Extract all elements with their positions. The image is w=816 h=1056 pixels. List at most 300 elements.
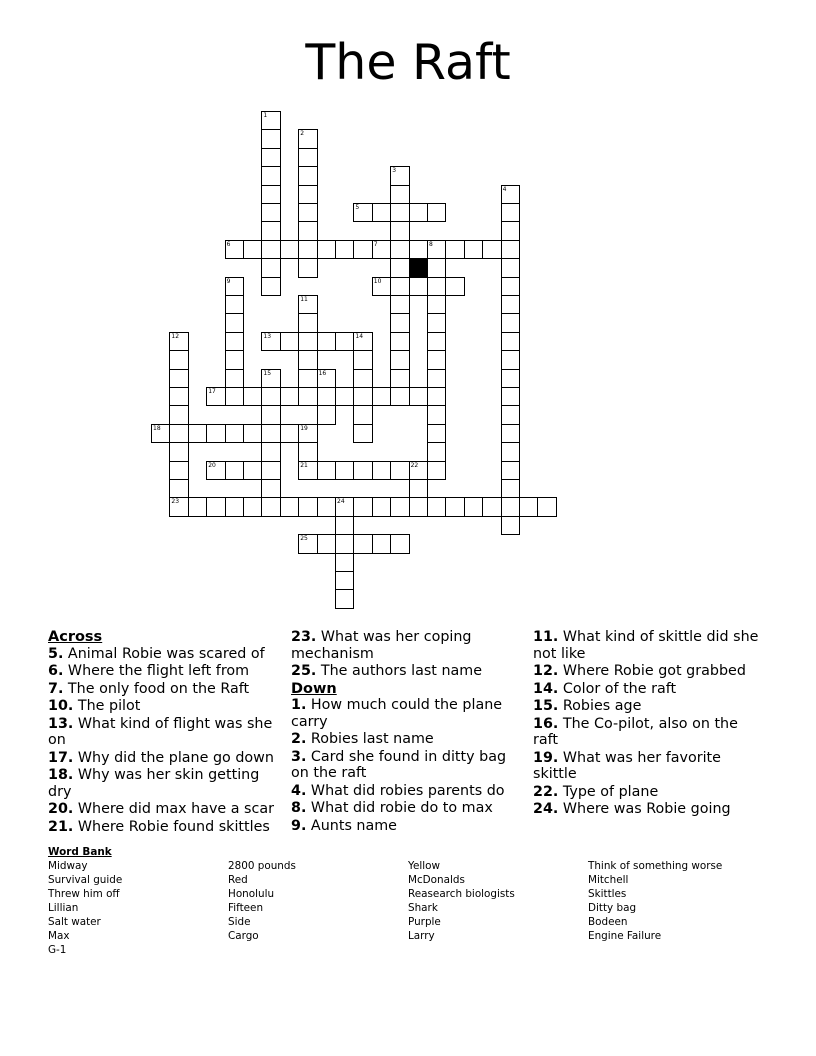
grid-cell[interactable] bbox=[390, 350, 409, 369]
clue bbox=[291, 629, 521, 662]
grid-cell[interactable] bbox=[501, 240, 520, 259]
grid-cell[interactable] bbox=[298, 332, 317, 351]
clue-number: 17. bbox=[48, 749, 74, 766]
grid-cell[interactable] bbox=[261, 461, 280, 480]
cell-number: 3 bbox=[392, 167, 397, 175]
word-bank-item: Think of something worse bbox=[588, 860, 723, 872]
grid-cell[interactable] bbox=[390, 221, 409, 240]
clue bbox=[533, 784, 765, 801]
grid-cell[interactable] bbox=[317, 369, 336, 388]
grid-cell[interactable] bbox=[298, 295, 317, 314]
grid-cell[interactable] bbox=[427, 203, 446, 222]
clue-text: The pilot bbox=[73, 698, 141, 714]
grid-cell[interactable] bbox=[501, 350, 520, 369]
grid-cell[interactable] bbox=[501, 442, 520, 461]
grid-cell[interactable] bbox=[390, 295, 409, 314]
grid-cell[interactable] bbox=[353, 534, 372, 553]
word-bank-item: Lillian bbox=[48, 902, 79, 914]
grid-cell[interactable] bbox=[317, 534, 336, 553]
grid-cell[interactable] bbox=[280, 332, 299, 351]
grid-cell[interactable] bbox=[501, 405, 520, 424]
grid-cell[interactable] bbox=[243, 387, 262, 406]
grid-cell[interactable] bbox=[390, 534, 409, 553]
clue-number: 7. bbox=[48, 680, 64, 697]
across-clue-list bbox=[48, 646, 280, 836]
grid-cell[interactable] bbox=[206, 424, 225, 443]
grid-cell[interactable] bbox=[335, 240, 354, 259]
word-bank bbox=[48, 845, 768, 956]
grid-cell[interactable] bbox=[298, 442, 317, 461]
grid-cell[interactable] bbox=[537, 497, 556, 516]
clue bbox=[533, 801, 765, 818]
cell-number: 25 bbox=[300, 535, 308, 543]
clue bbox=[291, 800, 521, 817]
grid-cell[interactable] bbox=[372, 387, 391, 406]
grid-cell[interactable] bbox=[169, 405, 188, 424]
word-bank-item: Mitchell bbox=[588, 874, 629, 886]
grid-cell[interactable] bbox=[501, 221, 520, 240]
grid-cell[interactable] bbox=[261, 148, 280, 167]
grid-cell[interactable] bbox=[298, 387, 317, 406]
clue bbox=[533, 750, 765, 783]
word-bank-item: Larry bbox=[408, 930, 435, 942]
grid-cell[interactable] bbox=[482, 497, 501, 516]
word-bank-item: Fifteen bbox=[228, 902, 264, 914]
grid-cell[interactable] bbox=[372, 203, 391, 222]
cell-number: 23 bbox=[171, 498, 180, 506]
cell-number: 10 bbox=[373, 277, 382, 285]
grid-cell[interactable] bbox=[390, 313, 409, 332]
grid-cell[interactable] bbox=[298, 313, 317, 332]
grid-cell[interactable] bbox=[390, 166, 409, 185]
clue-text: Why did the plane go down bbox=[73, 749, 274, 766]
clue bbox=[48, 750, 280, 767]
grid-cell[interactable] bbox=[298, 534, 317, 553]
grid-cell[interactable] bbox=[261, 111, 280, 130]
grid-cell[interactable] bbox=[225, 461, 244, 480]
grid-cell[interactable] bbox=[427, 295, 446, 314]
grid-cell[interactable] bbox=[169, 442, 188, 461]
grid-cell[interactable] bbox=[501, 203, 520, 222]
grid-cell[interactable] bbox=[261, 387, 280, 406]
word-bank-item: Reasearch biologists bbox=[408, 888, 515, 900]
grid-cell[interactable] bbox=[225, 369, 244, 388]
down-clue-list bbox=[291, 697, 521, 834]
grid-block bbox=[409, 258, 428, 277]
cell-number: 17 bbox=[208, 388, 216, 395]
cell-number: 1 bbox=[263, 112, 268, 119]
puzzle-title: The Raft bbox=[305, 34, 511, 91]
grid-cell[interactable] bbox=[372, 497, 391, 516]
grid-cell[interactable] bbox=[261, 369, 280, 388]
clue bbox=[48, 819, 280, 836]
cell-number: 22 bbox=[410, 461, 419, 469]
clue bbox=[533, 681, 765, 698]
clue bbox=[291, 663, 521, 680]
cell-number: 21 bbox=[300, 461, 308, 469]
grid-cell[interactable] bbox=[206, 387, 225, 406]
clue-text: Where Robie found skittles bbox=[73, 818, 270, 835]
clue bbox=[533, 629, 765, 662]
grid-cell[interactable] bbox=[501, 313, 520, 332]
grid-cell[interactable] bbox=[501, 369, 520, 388]
clue bbox=[291, 818, 521, 835]
grid-cell[interactable] bbox=[188, 497, 207, 516]
word-bank-item: McDonalds bbox=[408, 874, 465, 886]
grid-cell[interactable] bbox=[261, 129, 280, 148]
grid-cell[interactable] bbox=[317, 387, 336, 406]
cell-number: 11 bbox=[300, 296, 308, 303]
grid-cell[interactable] bbox=[261, 258, 280, 277]
grid-cell[interactable] bbox=[225, 277, 244, 296]
cell-number: 4 bbox=[502, 185, 507, 193]
clue bbox=[48, 646, 280, 663]
grid-cell[interactable] bbox=[427, 424, 446, 443]
grid-cell[interactable] bbox=[390, 203, 409, 222]
word-bank-column bbox=[48, 859, 122, 957]
grid-cell[interactable] bbox=[188, 424, 207, 443]
grid-cell[interactable] bbox=[298, 350, 317, 369]
down-heading: Down bbox=[291, 680, 337, 697]
word-bank-item: Bodeen bbox=[588, 916, 628, 928]
grid-cell[interactable] bbox=[225, 350, 244, 369]
word-bank-item: Midway bbox=[48, 860, 88, 872]
grid-cell[interactable] bbox=[335, 534, 354, 553]
grid-cell[interactable] bbox=[169, 479, 188, 498]
grid-cell[interactable] bbox=[261, 185, 280, 204]
grid-cell[interactable] bbox=[501, 295, 520, 314]
grid-cell[interactable] bbox=[225, 387, 244, 406]
grid-cell[interactable] bbox=[372, 240, 391, 259]
grid-cell[interactable] bbox=[261, 479, 280, 498]
clue-text: Type of plane bbox=[558, 783, 659, 800]
grid-cell[interactable] bbox=[317, 461, 336, 480]
clue-number: 16. bbox=[533, 715, 559, 732]
grid-cell[interactable] bbox=[261, 497, 280, 516]
grid-cell[interactable] bbox=[390, 387, 409, 406]
grid-cell[interactable] bbox=[409, 387, 428, 406]
cell-number: 14 bbox=[355, 332, 364, 340]
grid-cell[interactable] bbox=[353, 203, 372, 222]
across-heading: Across bbox=[48, 629, 103, 645]
clue-number: 18. bbox=[48, 767, 74, 783]
word-bank-item: Survival guide bbox=[48, 874, 123, 886]
word-bank-item: Threw him off bbox=[48, 888, 120, 900]
clue-text: The authors last name bbox=[316, 663, 482, 679]
grid-cell[interactable] bbox=[427, 369, 446, 388]
grid-cell[interactable] bbox=[317, 240, 336, 259]
grid-cell[interactable] bbox=[390, 240, 409, 259]
word-bank-item: Salt water bbox=[48, 916, 101, 928]
cell-number: 19 bbox=[300, 424, 308, 432]
clue-text: Robies age bbox=[558, 698, 642, 714]
word-bank-item: Engine Failure bbox=[588, 930, 662, 942]
grid-cell[interactable] bbox=[298, 185, 317, 204]
clue bbox=[533, 716, 765, 749]
grid-cell[interactable] bbox=[225, 295, 244, 314]
clue bbox=[48, 698, 280, 715]
grid-cell[interactable] bbox=[501, 461, 520, 480]
grid-cell[interactable] bbox=[169, 387, 188, 406]
grid-cell[interactable] bbox=[353, 387, 372, 406]
clue-text: What kind of flight was she on bbox=[48, 715, 273, 748]
grid-cell[interactable] bbox=[243, 240, 262, 259]
word-bank-item: Red bbox=[228, 874, 248, 886]
grid-cell[interactable] bbox=[501, 516, 520, 535]
cell-number: 13 bbox=[263, 332, 272, 340]
clue-text: What did robie do to max bbox=[306, 800, 493, 816]
grid-cell[interactable] bbox=[225, 424, 244, 443]
grid-cell[interactable] bbox=[427, 313, 446, 332]
down-clue-list-continued bbox=[533, 629, 765, 818]
grid-cell[interactable] bbox=[169, 332, 188, 351]
grid-cell[interactable] bbox=[427, 442, 446, 461]
clue-number: 15. bbox=[533, 698, 559, 714]
grid-cell[interactable] bbox=[261, 203, 280, 222]
grid-cell[interactable] bbox=[519, 497, 538, 516]
clue-text: Where the flight left from bbox=[63, 663, 250, 679]
cell-number: 7 bbox=[373, 240, 378, 248]
clue bbox=[533, 698, 765, 715]
word-bank-column bbox=[228, 859, 296, 943]
grid-cell[interactable] bbox=[501, 185, 520, 204]
grid-cell[interactable] bbox=[501, 424, 520, 443]
grid-cell[interactable] bbox=[317, 332, 336, 351]
grid-cell[interactable] bbox=[409, 479, 428, 498]
grid-cell[interactable] bbox=[298, 240, 317, 259]
grid-cell[interactable] bbox=[427, 332, 446, 351]
grid-cell[interactable] bbox=[427, 405, 446, 424]
grid-cell[interactable] bbox=[390, 277, 409, 296]
grid-cell[interactable] bbox=[298, 424, 317, 443]
grid-cell[interactable] bbox=[335, 461, 354, 480]
grid-cell[interactable] bbox=[445, 497, 464, 516]
word-bank-column bbox=[408, 859, 515, 943]
grid-cell[interactable] bbox=[390, 369, 409, 388]
clue bbox=[533, 663, 765, 680]
grid-cell[interactable] bbox=[225, 313, 244, 332]
grid-cell[interactable] bbox=[409, 203, 428, 222]
clue-text: Robies last name bbox=[306, 731, 434, 747]
grid-cell[interactable] bbox=[501, 277, 520, 296]
grid-cell[interactable] bbox=[390, 497, 409, 516]
grid-cell[interactable] bbox=[501, 387, 520, 406]
grid-cell[interactable] bbox=[501, 497, 520, 516]
grid-cell[interactable] bbox=[298, 258, 317, 277]
grid-cell[interactable] bbox=[427, 258, 446, 277]
clue-number: 12. bbox=[533, 663, 559, 679]
grid-cell[interactable] bbox=[353, 350, 372, 369]
grid-cell[interactable] bbox=[445, 240, 464, 259]
grid-cell[interactable] bbox=[225, 332, 244, 351]
grid-cell[interactable] bbox=[390, 185, 409, 204]
grid-cell[interactable] bbox=[427, 277, 446, 296]
cell-number: 8 bbox=[429, 240, 433, 248]
grid-cell[interactable] bbox=[427, 461, 446, 480]
clue bbox=[291, 697, 521, 730]
grid-cell[interactable] bbox=[298, 221, 317, 240]
grid-cell[interactable] bbox=[464, 240, 483, 259]
clue-number: 6. bbox=[48, 663, 64, 679]
grid-cell[interactable] bbox=[225, 497, 244, 516]
grid-cell[interactable] bbox=[261, 277, 280, 296]
grid-cell[interactable] bbox=[225, 240, 244, 259]
clue-number: 22. bbox=[533, 783, 559, 800]
cell-number: 2 bbox=[300, 130, 305, 138]
grid-cell[interactable] bbox=[390, 461, 409, 480]
word-bank-item: Skittles bbox=[588, 888, 627, 900]
grid-cell[interactable] bbox=[169, 350, 188, 369]
grid-cell[interactable] bbox=[353, 369, 372, 388]
grid-cell[interactable] bbox=[261, 332, 280, 351]
clue-text: Aunts name bbox=[306, 817, 397, 834]
word-bank-item: G-1 bbox=[48, 944, 67, 956]
grid-cell[interactable] bbox=[353, 332, 372, 351]
grid-cell[interactable] bbox=[353, 461, 372, 480]
grid-cell[interactable] bbox=[261, 166, 280, 185]
clue-text: What did robies parents do bbox=[306, 782, 505, 799]
grid-cell[interactable] bbox=[151, 424, 170, 443]
grid-cell[interactable] bbox=[335, 553, 354, 572]
word-bank-item: Shark bbox=[408, 902, 438, 914]
clue bbox=[291, 749, 521, 782]
grid-cell[interactable] bbox=[409, 497, 428, 516]
clue-text: Color of the raft bbox=[558, 680, 677, 697]
cell-number: 12 bbox=[171, 332, 180, 340]
grid-cell[interactable] bbox=[427, 240, 446, 259]
grid-cell[interactable] bbox=[243, 461, 262, 480]
grid-cell[interactable] bbox=[335, 516, 354, 535]
grid-cell[interactable] bbox=[372, 461, 391, 480]
cell-number: 24 bbox=[337, 498, 345, 506]
grid-cell[interactable] bbox=[243, 497, 262, 516]
grid-cell[interactable] bbox=[335, 571, 354, 590]
grid-cell[interactable] bbox=[169, 424, 188, 443]
grid-cell[interactable] bbox=[298, 369, 317, 388]
grid-cell[interactable] bbox=[261, 405, 280, 424]
grid-cell[interactable] bbox=[501, 332, 520, 351]
grid-cell[interactable] bbox=[390, 258, 409, 277]
grid-cell[interactable] bbox=[353, 240, 372, 259]
grid-cell[interactable] bbox=[261, 424, 280, 443]
grid-cell[interactable] bbox=[335, 589, 354, 608]
clue-text: Where did max have a scar bbox=[73, 801, 275, 817]
clue-text: Where was Robie going bbox=[558, 801, 731, 817]
clue bbox=[48, 767, 280, 800]
grid-cell[interactable] bbox=[353, 405, 372, 424]
grid-cell[interactable] bbox=[335, 497, 354, 516]
clue-number: 5. bbox=[48, 645, 64, 662]
grid-cell[interactable] bbox=[335, 387, 354, 406]
word-bank-item: Honolulu bbox=[228, 888, 275, 900]
grid-cell[interactable] bbox=[317, 497, 336, 516]
cell-number: 18 bbox=[153, 424, 161, 432]
cell-number: 20 bbox=[208, 461, 216, 469]
grid-cell[interactable] bbox=[353, 497, 372, 516]
grid-cell[interactable] bbox=[169, 461, 188, 480]
grid-cell[interactable] bbox=[298, 129, 317, 148]
grid-cell[interactable] bbox=[390, 332, 409, 351]
grid-cell[interactable] bbox=[280, 497, 299, 516]
word-bank-item: Purple bbox=[408, 916, 441, 928]
grid-cell[interactable] bbox=[280, 387, 299, 406]
clue-text: Why was her skin getting dry bbox=[48, 767, 260, 800]
grid-cell[interactable] bbox=[261, 240, 280, 259]
grid-cell[interactable] bbox=[317, 405, 336, 424]
grid-cell[interactable] bbox=[427, 350, 446, 369]
grid-cell[interactable] bbox=[298, 203, 317, 222]
grid-cell[interactable] bbox=[298, 166, 317, 185]
word-bank-item: Side bbox=[228, 916, 251, 928]
clue-text: What was her favorite skittle bbox=[533, 749, 721, 782]
grid-cell[interactable] bbox=[335, 332, 354, 351]
clue-text: What kind of skittle did she not like bbox=[533, 629, 759, 662]
grid-cell[interactable] bbox=[298, 148, 317, 167]
clue-number: 2. bbox=[291, 731, 307, 747]
clue-number: 3. bbox=[291, 748, 307, 765]
clue bbox=[291, 731, 521, 748]
grid-cell[interactable] bbox=[445, 277, 464, 296]
grid-cell[interactable] bbox=[427, 497, 446, 516]
grid-cell[interactable] bbox=[261, 442, 280, 461]
grid-cell[interactable] bbox=[501, 258, 520, 277]
word-bank-column bbox=[588, 859, 722, 943]
across-clue-list-continued bbox=[291, 629, 521, 680]
grid-cell[interactable] bbox=[501, 479, 520, 498]
grid-cell[interactable] bbox=[280, 424, 299, 443]
clue bbox=[291, 783, 521, 800]
cell-number: 5 bbox=[355, 204, 360, 211]
clue-text: The only food on the Raft bbox=[63, 680, 250, 697]
grid-cell[interactable] bbox=[206, 497, 225, 516]
grid-cell[interactable] bbox=[169, 497, 188, 516]
clue-number: 14. bbox=[533, 680, 559, 697]
clue-number: 10. bbox=[48, 698, 74, 714]
grid-cell[interactable] bbox=[169, 369, 188, 388]
grid-cell[interactable] bbox=[409, 461, 428, 480]
cell-number: 6 bbox=[226, 240, 231, 248]
grid-cell[interactable] bbox=[427, 387, 446, 406]
word-bank-item: Yellow bbox=[408, 860, 440, 872]
clue-number: 24. bbox=[533, 801, 559, 817]
grid-cell[interactable] bbox=[243, 424, 262, 443]
clue-text: The Co-pilot, also on the raft bbox=[533, 715, 738, 748]
grid-cell[interactable] bbox=[482, 240, 501, 259]
grid-cell[interactable] bbox=[409, 277, 428, 296]
grid-cell[interactable] bbox=[464, 497, 483, 516]
grid-cell[interactable] bbox=[280, 240, 299, 259]
grid-cell[interactable] bbox=[372, 534, 391, 553]
clue-number: 23. bbox=[291, 629, 317, 645]
clue-number: 4. bbox=[291, 782, 307, 799]
grid-cell[interactable] bbox=[372, 277, 391, 296]
clue-text: What was her coping mechanism bbox=[291, 629, 472, 662]
cell-number: 9 bbox=[226, 277, 231, 285]
grid-cell[interactable] bbox=[298, 497, 317, 516]
clue bbox=[48, 681, 280, 698]
grid-cell[interactable] bbox=[298, 461, 317, 480]
cell-number: 16 bbox=[318, 369, 327, 377]
cell-number: 15 bbox=[263, 369, 272, 377]
clue-text: Where Robie got grabbed bbox=[558, 663, 746, 679]
clue-number: 21. bbox=[48, 818, 74, 835]
grid-cell[interactable] bbox=[206, 461, 225, 480]
grid-cell[interactable] bbox=[261, 221, 280, 240]
clue bbox=[48, 801, 280, 818]
grid-cell[interactable] bbox=[409, 240, 428, 259]
word-bank-item: 2800 pounds bbox=[228, 860, 296, 872]
grid-cell[interactable] bbox=[353, 424, 372, 443]
